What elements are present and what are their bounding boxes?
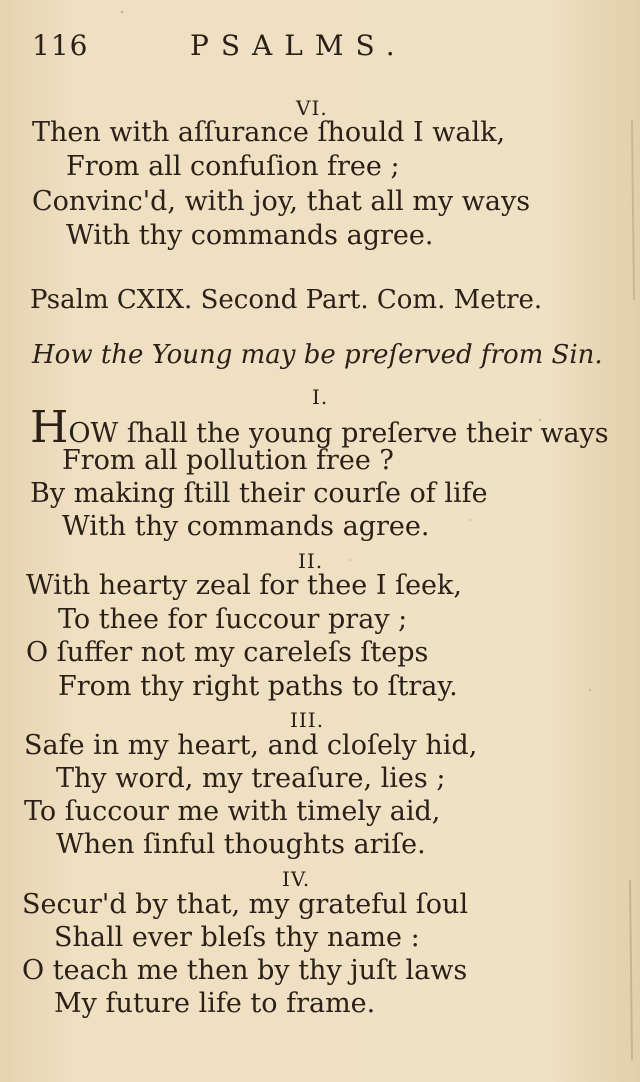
- page-number: 116: [32, 29, 89, 62]
- stanza-numeral-i: I.: [312, 385, 329, 409]
- drop-capital: H: [30, 402, 69, 453]
- verse-line: From thy right paths to ſtray.: [58, 671, 458, 702]
- verse-line: Thy word, my treaſure, lies ;: [56, 763, 446, 794]
- stanza-numeral-ii: II.: [298, 549, 324, 573]
- verse-line: Then with aſſurance ſhould I walk,: [32, 117, 506, 148]
- verse-line: By making ſtill their courſe of life: [30, 478, 488, 509]
- verse-line: With thy commands agree.: [62, 511, 430, 542]
- running-head: PSALMS.: [190, 29, 407, 62]
- verse-line: From all confuſion free ;: [66, 151, 400, 182]
- stanza-numeral-vi: VI.: [296, 96, 328, 120]
- stanza-numeral-iv: IV.: [282, 867, 311, 891]
- verse-line: With thy commands agree.: [66, 220, 434, 251]
- verse-line: With hearty zeal for thee I ſeek,: [26, 570, 462, 601]
- psalm-title: Psalm CXIX. Second Part. Com. Metre.: [30, 285, 543, 315]
- verse-line: O teach me then by thy juſt laws: [22, 955, 468, 986]
- psalm-subtitle: How the Young may be preſerved from Sin.: [32, 340, 603, 370]
- verse-line: O ſuffer not my careleſs ſteps: [26, 637, 429, 668]
- verse-line: From all pollution free ?: [62, 445, 394, 476]
- verse-line: Secur'd by that, my grateful ſoul: [22, 889, 469, 920]
- verse-line-rest: OW ſhall the young preſerve their ways: [68, 418, 609, 449]
- stanza-numeral-iii: III.: [290, 708, 325, 732]
- verse-line: Safe in my heart, and cloſely hid,: [24, 730, 478, 761]
- verse-line: Convinc'd, with joy, that all my ways: [32, 186, 531, 217]
- verse-line: To thee for ſuccour pray ;: [58, 604, 408, 635]
- verse-line: Shall ever bleſs thy name :: [54, 922, 420, 953]
- verse-line: To ſuccour me with timely aid,: [24, 796, 441, 827]
- verse-line: My future life to frame.: [54, 988, 376, 1019]
- verse-line: When ſinful thoughts ariſe.: [56, 829, 426, 860]
